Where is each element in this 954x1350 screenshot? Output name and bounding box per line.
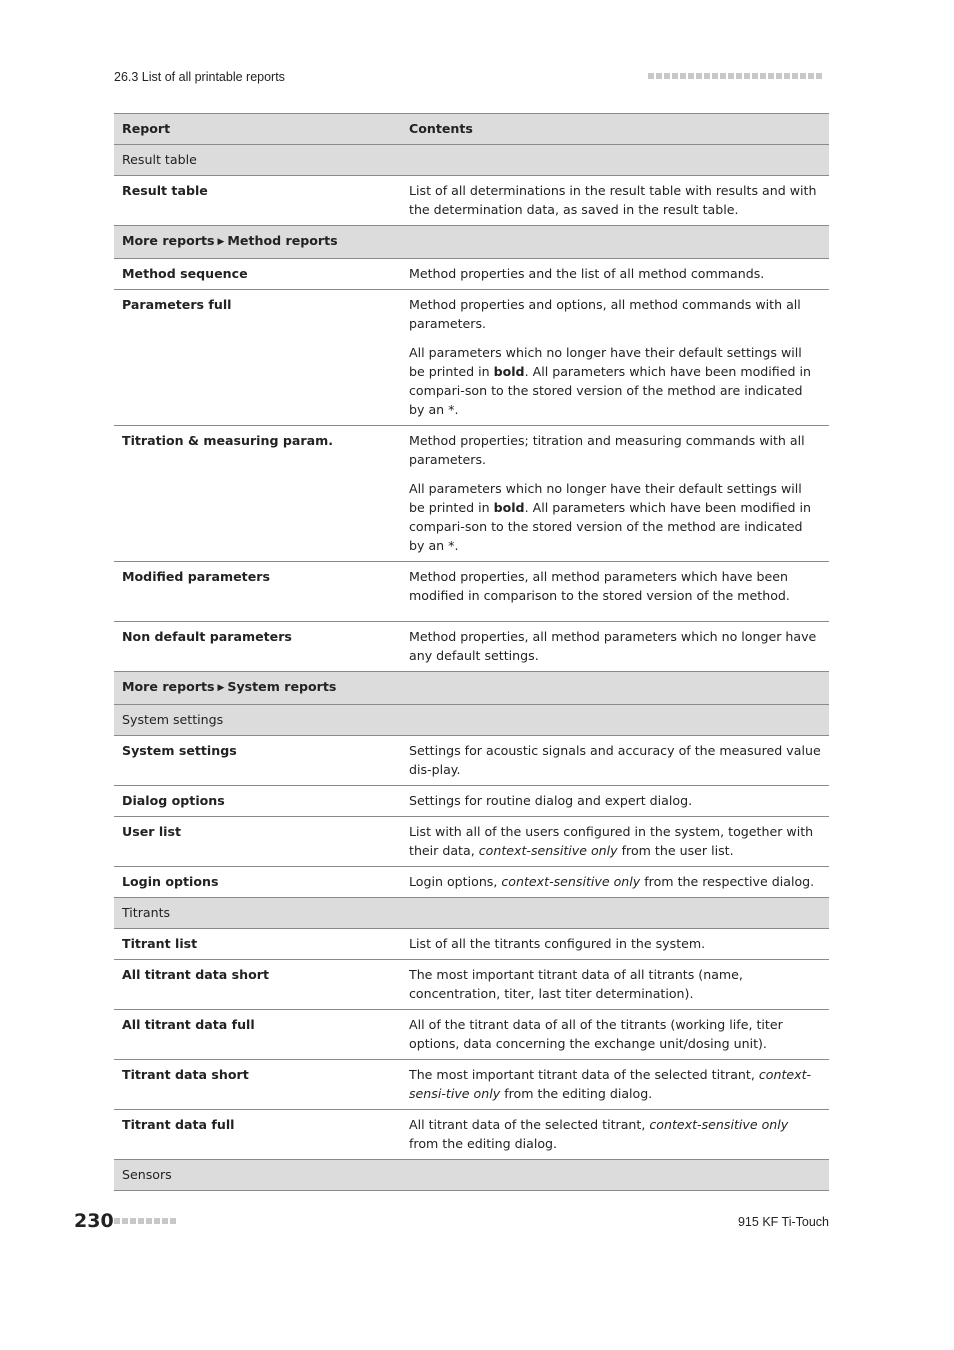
report-name: Titrant list bbox=[114, 929, 401, 960]
contents-paragraph bbox=[409, 627, 821, 665]
report-name: Login options bbox=[114, 867, 401, 898]
contents-paragraph bbox=[409, 295, 821, 333]
report-name: Titrant data short bbox=[114, 1060, 401, 1110]
subsection-label: System settings bbox=[114, 705, 829, 736]
bold-text: bold bbox=[493, 500, 525, 515]
dot bbox=[138, 1218, 144, 1224]
column-header-report: Report bbox=[114, 114, 401, 145]
table-row bbox=[114, 736, 829, 786]
text-segment: Method properties and the list of all method commands. bbox=[409, 266, 765, 281]
text-segment: from the respective dialog. bbox=[640, 874, 815, 889]
subsection-label: Result table bbox=[114, 145, 829, 176]
text-segment: Method properties and options, all method commands with all parameters. bbox=[409, 297, 801, 331]
report-name: Parameters full bbox=[114, 290, 401, 426]
report-contents bbox=[401, 259, 829, 290]
table-row bbox=[114, 867, 829, 898]
dot bbox=[704, 73, 710, 79]
text-segment: All of the titrant data of all of the titrants (working life, titer options, data concerning the exchange unit/dosing unit). bbox=[409, 1017, 783, 1051]
contents-paragraph bbox=[409, 741, 821, 779]
italic-text: context-sensi-tive only bbox=[409, 1067, 812, 1101]
menu-path-row bbox=[114, 672, 829, 705]
dot bbox=[656, 73, 662, 79]
dot bbox=[808, 73, 814, 79]
table-row bbox=[114, 290, 829, 426]
table-row bbox=[114, 622, 829, 672]
text-segment: All parameters which no longer have their default settings will be printed in bbox=[409, 345, 802, 379]
report-contents bbox=[401, 562, 829, 622]
contents-paragraph bbox=[409, 343, 821, 419]
report-contents bbox=[401, 290, 829, 426]
italic-text: context-sensitive only bbox=[649, 1117, 789, 1132]
dot bbox=[696, 73, 702, 79]
dot bbox=[744, 73, 750, 79]
text-segment: All titrant data of the selected titrant, bbox=[409, 1117, 650, 1132]
report-name: Dialog options bbox=[114, 786, 401, 817]
text-segment: List with all of the users configured in the system, together with their data, bbox=[409, 824, 814, 858]
report-contents bbox=[401, 786, 829, 817]
text-segment: from the editing dialog. bbox=[500, 1086, 653, 1101]
contents-paragraph bbox=[409, 264, 821, 283]
text-segment: Method properties, all method parameters which no longer have any default settings. bbox=[409, 629, 817, 663]
dot bbox=[162, 1218, 168, 1224]
subsection-row bbox=[114, 898, 829, 929]
dot bbox=[760, 73, 766, 79]
text-segment: Login options, bbox=[409, 874, 502, 889]
product-name: 915 KF Ti-Touch bbox=[737, 1215, 829, 1229]
menu-path-child: System reports bbox=[227, 679, 337, 694]
report-contents bbox=[401, 736, 829, 786]
table-body bbox=[114, 145, 829, 1191]
contents-paragraph bbox=[409, 567, 821, 605]
dot bbox=[170, 1218, 176, 1224]
report-contents bbox=[401, 817, 829, 867]
text-segment: Method properties; titration and measuring commands with all parameters. bbox=[409, 433, 805, 467]
table-row bbox=[114, 929, 829, 960]
table-header-row bbox=[114, 114, 829, 145]
dot bbox=[130, 1218, 136, 1224]
dot bbox=[154, 1218, 160, 1224]
contents-paragraph bbox=[409, 822, 821, 860]
dot bbox=[736, 73, 742, 79]
report-name: Modified parameters bbox=[114, 562, 401, 622]
subsection-row bbox=[114, 705, 829, 736]
contents-paragraph bbox=[409, 1015, 821, 1053]
table-row bbox=[114, 259, 829, 290]
italic-text: context-sensitive only bbox=[501, 874, 641, 889]
dot bbox=[664, 73, 670, 79]
contents-paragraph bbox=[409, 791, 821, 810]
dot bbox=[776, 73, 782, 79]
bold-text: bold bbox=[493, 364, 525, 379]
report-name: System settings bbox=[114, 736, 401, 786]
menu-path bbox=[114, 672, 829, 705]
dot bbox=[752, 73, 758, 79]
table-row bbox=[114, 1010, 829, 1060]
menu-path bbox=[114, 226, 829, 259]
italic-text: context-sensitive only bbox=[478, 843, 618, 858]
dot bbox=[768, 73, 774, 79]
contents-paragraph bbox=[409, 934, 821, 953]
table-row bbox=[114, 426, 829, 562]
text-segment: Settings for routine dialog and expert dialog. bbox=[409, 793, 693, 808]
dot bbox=[146, 1218, 152, 1224]
table-row bbox=[114, 562, 829, 622]
column-header-contents: Contents bbox=[401, 114, 829, 145]
text-segment: List of all the titrants configured in the system. bbox=[409, 936, 706, 951]
contents-paragraph bbox=[409, 479, 821, 555]
dot bbox=[792, 73, 798, 79]
text-segment: The most important titrant data of all titrants (name, concentration, titer, last titer determination). bbox=[409, 967, 743, 1001]
table-row bbox=[114, 786, 829, 817]
text-segment: The most important titrant data of the selected titrant, bbox=[409, 1067, 759, 1082]
report-contents bbox=[401, 960, 829, 1010]
report-contents bbox=[401, 1010, 829, 1060]
subsection-label: Titrants bbox=[114, 898, 829, 929]
text-segment: Method properties, all method parameters which have been modified in comparison to the stored version of the method. bbox=[409, 569, 790, 603]
text-segment: from the user list. bbox=[617, 843, 734, 858]
page-number: 230 bbox=[74, 1210, 114, 1232]
report-name: Result table bbox=[114, 176, 401, 226]
table-row bbox=[114, 960, 829, 1010]
report-name: Titration & measuring param. bbox=[114, 426, 401, 562]
dot bbox=[688, 73, 694, 79]
dot bbox=[648, 73, 654, 79]
table-row bbox=[114, 817, 829, 867]
menu-path-row bbox=[114, 226, 829, 259]
footer-decoration bbox=[114, 1218, 176, 1224]
report-contents bbox=[401, 622, 829, 672]
menu-path-parent: More reports bbox=[122, 679, 215, 694]
report-contents bbox=[401, 176, 829, 226]
text-segment: from the editing dialog. bbox=[409, 1136, 558, 1151]
report-name: Titrant data full bbox=[114, 1110, 401, 1160]
dot bbox=[712, 73, 718, 79]
report-contents bbox=[401, 929, 829, 960]
report-contents bbox=[401, 1110, 829, 1160]
contents-paragraph bbox=[409, 1115, 821, 1153]
subsection-row bbox=[114, 1160, 829, 1191]
dot bbox=[114, 1218, 120, 1224]
text-segment: List of all determinations in the result table with results and with the determination data, as saved in the result table. bbox=[409, 183, 817, 217]
subsection-row bbox=[114, 145, 829, 176]
reports-table bbox=[114, 113, 829, 1191]
report-contents bbox=[401, 867, 829, 898]
contents-paragraph bbox=[409, 181, 821, 219]
dot bbox=[680, 73, 686, 79]
dot bbox=[122, 1218, 128, 1224]
triangle-right-icon: ▶ bbox=[217, 683, 225, 693]
text-segment: . All parameters which have been modified in compari-son to the stored version of the method are indicated by an *. bbox=[409, 364, 811, 417]
menu-path-child: Method reports bbox=[227, 233, 338, 248]
text-segment: . All parameters which have been modified in compari-son to the stored version of the method are indicated by an *. bbox=[409, 500, 811, 553]
table-row bbox=[114, 1110, 829, 1160]
report-contents bbox=[401, 426, 829, 562]
report-name: User list bbox=[114, 817, 401, 867]
dot bbox=[672, 73, 678, 79]
section-title: 26.3 List of all printable reports bbox=[114, 70, 285, 84]
report-contents bbox=[401, 1060, 829, 1110]
report-name: All titrant data full bbox=[114, 1010, 401, 1060]
contents-paragraph bbox=[409, 431, 821, 469]
contents-paragraph bbox=[409, 872, 821, 891]
dot bbox=[784, 73, 790, 79]
table-row bbox=[114, 1060, 829, 1110]
dot bbox=[728, 73, 734, 79]
header-decoration bbox=[648, 73, 822, 79]
table-row bbox=[114, 176, 829, 226]
report-name: All titrant data short bbox=[114, 960, 401, 1010]
report-name: Method sequence bbox=[114, 259, 401, 290]
text-segment: All parameters which no longer have their default settings will be printed in bbox=[409, 481, 802, 515]
triangle-right-icon: ▶ bbox=[217, 237, 225, 247]
contents-paragraph bbox=[409, 965, 821, 1003]
dot bbox=[800, 73, 806, 79]
subsection-label: Sensors bbox=[114, 1160, 829, 1191]
contents-paragraph bbox=[409, 1065, 821, 1103]
report-name: Non default parameters bbox=[114, 622, 401, 672]
dot bbox=[816, 73, 822, 79]
text-segment: Settings for acoustic signals and accuracy of the measured value dis-play. bbox=[409, 743, 821, 777]
menu-path-parent: More reports bbox=[122, 233, 215, 248]
dot bbox=[720, 73, 726, 79]
